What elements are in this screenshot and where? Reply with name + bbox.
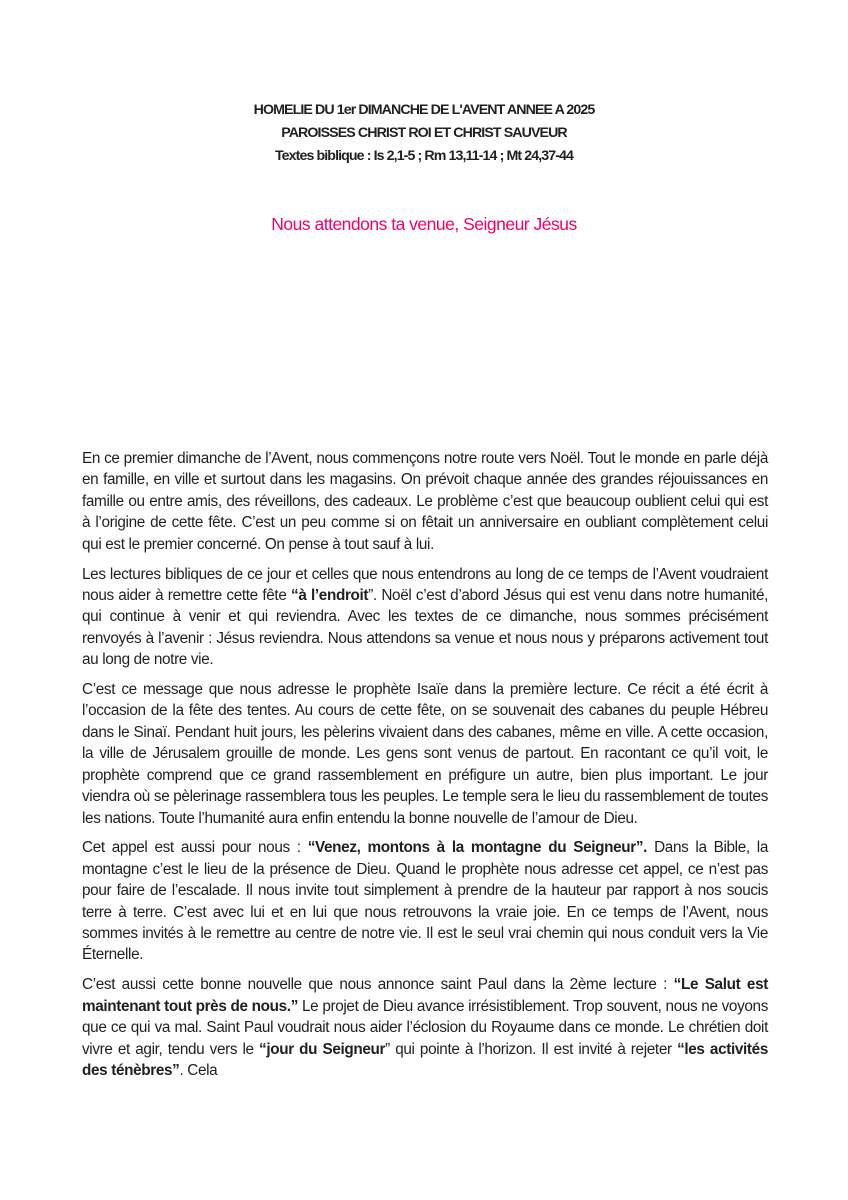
paragraph	[82, 837, 768, 965]
text-segment: ” qui pointe à l’horizon. Il est invité à rejeter	[385, 1040, 678, 1058]
paragraph	[82, 679, 768, 829]
emphasized-quote: “Le Salut est maintenant tout près de nous.”	[82, 976, 768, 1015]
homily-body	[82, 448, 768, 1090]
paragraph	[82, 448, 768, 555]
text-segment: Le projet de Dieu avance irrésistiblement. Trop souvent, nous ne voyons que ce qui va mal. Saint Paul voudrait nous aider l’éclosion du Royaume dans ce monde. Le chrétien doit vivre et agir, tendu vers le	[82, 997, 768, 1058]
emphasized-quote: “jour du Seigneur	[259, 1040, 386, 1058]
emphasized-quote: “les activités des ténèbres”	[82, 1040, 768, 1079]
text-segment: C’est ce message que nous adresse le prophète Isaïe dans la première lecture. Ce récit a été écrit à l’occasion de la fête des tentes. Au cours de cette fête, on se souvenait des cabanes du peuple Hébreu dans le Sinaï. Pendant huit jours, les pèlerins vivaient dans des cabanes, même en ville. A cette occasion, la ville de Jérusalem grouille de monde. Les gens sont venus de partout. En racontant ce qu’il voit, le prophète comprend que ce grand rassemblement en préfigure un autre, bien plus important. Le jour viendra où se pèlerinage rassemblera tous les peuples. Le temple sera le lieu du rassemblement de toutes les nations. Toute l’humanité aura enfin entendu la bonne nouvelle de l’amour de Dieu.	[82, 681, 768, 827]
text-segment: Dans la Bible, la montagne c’est le lieu de la présence de Dieu. Quand le prophète nous adresse cet appel, ce n’est pas pour faire de l’escalade. Il nous invite tout simplement à prendre de la hauteur par rapport à nos soucis terre à terre. C’est avec lui et en lui que nous retrouvons la vraie joie. En ce temps de l’Avent, nous sommes invités à le remettre au centre de notre vie. Il est le seul vrai chemin qui nous conduit vers la Vie Éternelle.	[82, 839, 769, 964]
paragraph	[82, 564, 768, 671]
text-segment: C’est aussi cette bonne nouvelle que nous annonce saint Paul dans la 2ème lecture :	[82, 976, 674, 994]
text-segment: En ce premier dimanche de l’Avent, nous commençons notre route vers Noël. Tout le monde en parle déjà en famille, en ville et surtout dans les magasins. On prévoit chaque année des grandes réjouissances en famille ou entre amis, des réveillons, des cadeaux. Le problème c’est que beaucoup oublient celui qui est à l’origine de cette fête. C’est un peu comme si on fêtait un anniversaire en oubliant complètement celui qui est le premier concerné. On pense à tout sauf à lui.	[82, 450, 768, 553]
document-header	[0, 99, 848, 168]
emphasized-quote: “à l’endroit	[291, 586, 369, 604]
parishes-heading: PAROISSES CHRIST ROI ET CHRIST SAUVEUR	[281, 125, 567, 141]
text-segment: ”. Noël c’est d’abord Jésus qui est venu dans notre humanité, qui continue à venir et qui reviendra. Avec les textes de ce dimanche, nous sommes précisément renvoyés à l’avenir : Jésus reviendra. Nous attendons sa venue et nous nous y préparons activement tout au long de notre vie.	[82, 586, 769, 669]
emphasized-quote: “Venez, montons à la montagne du Seigneur”.	[307, 839, 648, 857]
homily-heading: HOMELIE DU 1er DIMANCHE DE L'AVENT ANNEE A 2025	[253, 102, 595, 118]
text-segment: Cet appel est aussi pour nous :	[82, 839, 308, 857]
text-segment: . Cela	[179, 1061, 218, 1079]
text-segment: Les lectures bibliques de ce jour et celles que nous entendrons au long de ce temps de l’Avent voudraient nous aider à remettre cette fête	[82, 565, 768, 604]
bible-references: Textes biblique : Is 2,1-5 ; Rm 13,11-14 ; Mt 24,37-44	[274, 148, 574, 164]
paragraph	[82, 974, 768, 1081]
sermon-title: Nous attendons ta venue, Seigneur Jésus	[271, 214, 577, 234]
